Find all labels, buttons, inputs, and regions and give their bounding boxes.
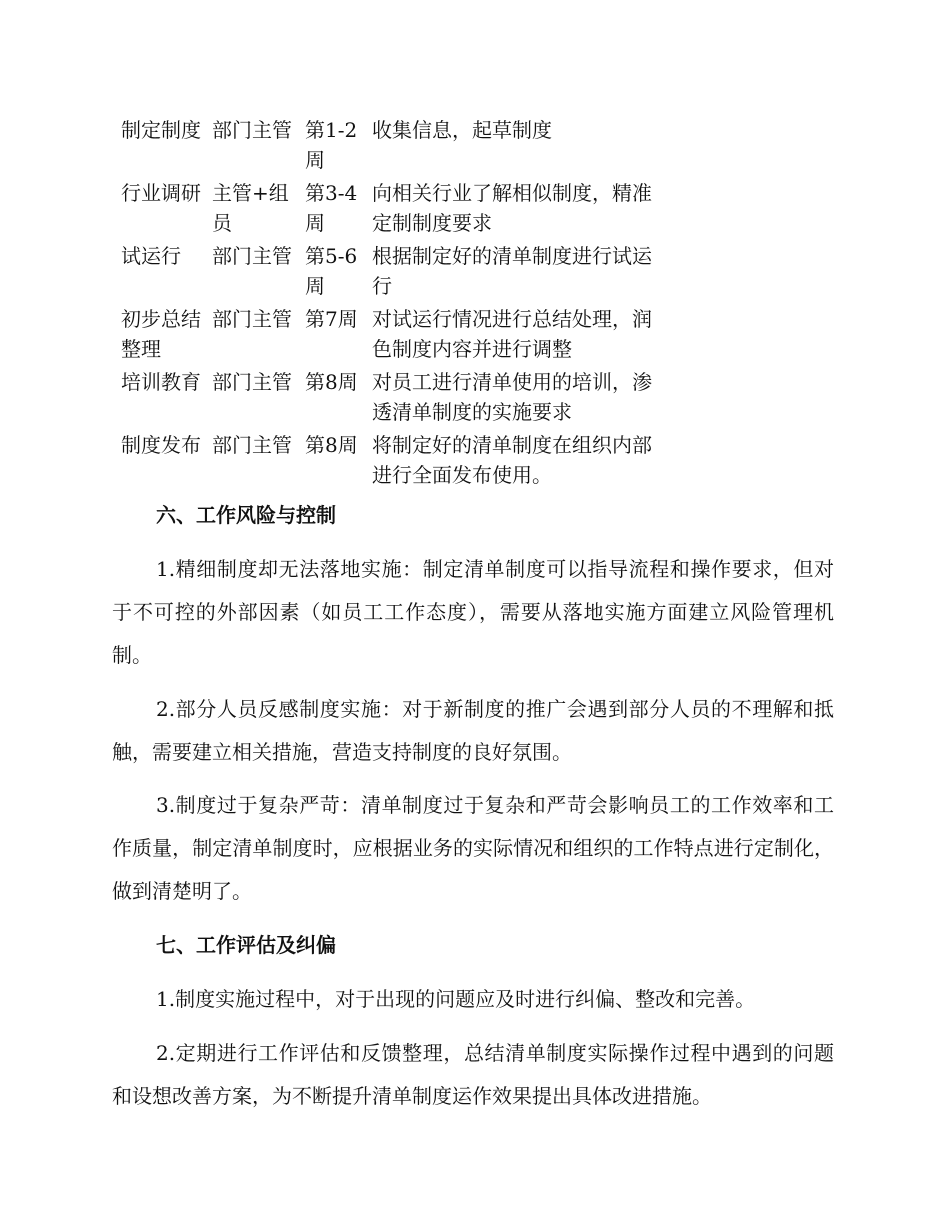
content-cell: 对试运行情况进行总结处理，润色制度内容并进行调整 (372, 307, 652, 361)
owner-cell: 部门主管 (212, 433, 292, 457)
owner-cell: 部门主管 (212, 118, 292, 142)
time-cell: 第7周 (305, 307, 358, 331)
paragraph-eval-2: 2.定期进行工作评估和反馈整理，总结清单制度实际操作过程中遇到的问题和设想改善方案，为不断提升清单制度运作效果提出具体改进措施。 (112, 1041, 834, 1108)
table-row (112, 303, 664, 366)
schedule-table (112, 114, 664, 492)
owner-cell: 主管+组员 (212, 181, 289, 235)
table-row (112, 114, 664, 177)
paragraph-risk-2: 2.部分人员反感制度实施：对于新制度的推广会遇到部分人员的不理解和抵触，需要建立相关措施，营造支持制度的良好氛围。 (112, 697, 834, 764)
owner-cell: 部门主管 (212, 307, 292, 331)
time-cell: 第3-4周 (305, 181, 358, 235)
time-cell: 第5-6周 (305, 244, 358, 298)
time-cell: 第1-2周 (305, 118, 358, 172)
time-cell: 第8周 (305, 433, 358, 457)
section-heading-risk: 六、工作风险与控制 (156, 503, 336, 527)
content-cell: 对员工进行清单使用的培训，渗透清单制度的实施要求 (372, 370, 652, 424)
paragraph-eval-1: 1.制度实施过程中，对于出现的问题应及时进行纠偏、整改和完善。 (156, 987, 756, 1011)
stage-cell: 初步总结整理 (121, 307, 201, 361)
stage-cell: 制定制度 (121, 118, 201, 142)
stage-cell: 试运行 (121, 244, 181, 268)
table-row (112, 429, 664, 492)
time-cell: 第8周 (305, 370, 358, 394)
owner-cell: 部门主管 (212, 244, 292, 268)
stage-cell: 行业调研 (121, 181, 201, 205)
section-heading-evaluation: 七、工作评估及纠偏 (156, 933, 336, 957)
paragraph-risk-1: 1.精细制度却无法落地实施：制定清单制度可以指导流程和操作要求，但对于不可控的外部因素（如员工工作态度），需要从落地实施方面建立风险管理机制。 (112, 557, 834, 667)
table-row (112, 177, 664, 240)
content-cell: 将制定好的清单制度在组织内部进行全面发布使用。 (372, 433, 652, 487)
stage-cell: 制度发布 (121, 433, 201, 457)
table-row (112, 240, 664, 303)
stage-cell: 培训教育 (121, 370, 201, 394)
paragraph-risk-3: 3.制度过于复杂严苛：清单制度过于复杂和严苛会影响员工的工作效率和工作质量，制定清单制度时，应根据业务的实际情况和组织的工作特点进行定制化，做到清楚明了。 (112, 793, 834, 903)
owner-cell: 部门主管 (212, 370, 292, 394)
table-row (112, 366, 664, 429)
content-cell: 收集信息，起草制度 (372, 118, 552, 142)
content-cell: 根据制定好的清单制度进行试运行 (372, 244, 652, 298)
content-cell: 向相关行业了解相似制度，精准定制制度要求 (372, 181, 652, 235)
